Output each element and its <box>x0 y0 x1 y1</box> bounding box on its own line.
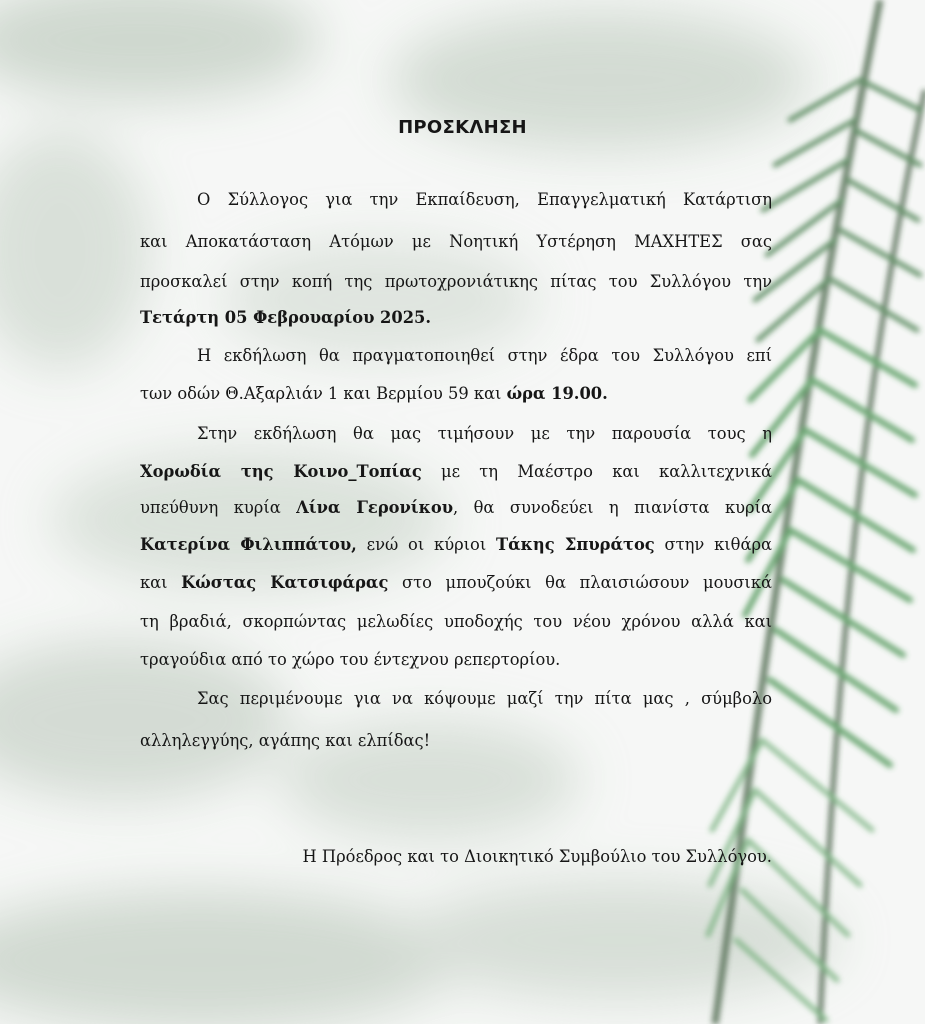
paragraph-3-line-3 <box>140 496 772 520</box>
invitation-title: ΠΡΟΣΚΛΗΣΗ <box>398 117 527 138</box>
paragraph-3-line-3-a: υπεύθυνη κυρία <box>140 498 297 517</box>
paragraph-3-line-6: τη βραδιά, σκορπώντας μελωδίες υποδοχής του νέου χρόνου αλλά και <box>140 612 772 631</box>
paragraph-1-line-2: και Αποκατάσταση Ατόμων με Νοητική Υστέρηση ΜΑΧΗΤΕΣ σας <box>140 232 772 251</box>
paragraph-3-line-5 <box>140 571 772 595</box>
paragraph-3-line-7: τραγούδια από το χώρο του έντεχνου ρεπερτορίου. <box>140 650 561 669</box>
event-time: ώρα 19.00. <box>506 384 608 403</box>
paragraph-3-line-4 <box>140 533 772 557</box>
paragraph-1-line-1: Ο Σύλλογος για την Εκπαίδευση, Επαγγελματική Κατάρτιση <box>197 190 772 209</box>
guitarist-name: Τάκης Σπυράτος <box>496 535 655 554</box>
paragraph-3-line-5-a: και <box>140 573 182 592</box>
paragraph-3-line-5-b: στο μπουζούκι θα πλαισιώσουν μουσικά <box>388 573 772 592</box>
paragraph-1-line-4 <box>140 306 772 330</box>
paragraph-3-line-2-text: με τη Μαέστρο και καλλιτεχνικά <box>421 462 772 481</box>
paragraph-3-line-3-b: , θα συνοδεύει η πιανίστα κυρία <box>453 498 772 517</box>
paragraph-2-line-1: Η εκδήλωση θα πραγματοποιηθεί στην έδρα του Συλλόγου επί <box>197 346 772 365</box>
paragraph-3-line-4-a: ενώ οι κύριοι <box>356 535 497 554</box>
choir-name: Χορωδία της Κοινο_Τοπίας <box>140 462 422 481</box>
bouzouki-player-name: Κώστας Κατσιφάρας <box>181 573 389 592</box>
event-date: Τετάρτη 05 Φεβρουαρίου 2025. <box>140 308 432 327</box>
paragraph-3-line-1: Στην εκδήλωση θα μας τιμήσουν με την παρουσία τους η <box>197 424 772 443</box>
address-text: των οδών Θ.Αξαρλιάν 1 και Βερμίου 59 και <box>140 384 507 403</box>
paragraph-4-line-1: Σας περιμένουμε για να κόψουμε μαζί την πίτα μας , σύμβολο <box>197 689 772 708</box>
paragraph-3-line-4-b: στην κιθάρα <box>654 535 773 554</box>
paragraph-4-line-2: αλληλεγγύης, αγάπης και ελπίδας! <box>140 731 431 750</box>
paragraph-1-line-3: προσκαλεί στην κοπή της πρωτοχρονιάτικης πίτας του Συλλόγου την <box>140 272 772 291</box>
paragraph-2-line-2 <box>140 382 772 406</box>
pianist-name: Κατερίνα Φιλιππάτου, <box>140 535 357 554</box>
paragraph-3-line-2 <box>140 460 772 484</box>
signature-line: Η Πρόεδρος και το Διοικητικό Συμβούλιο του Συλλόγου. <box>302 847 772 866</box>
maestro-name: Λίνα Γερονίκου <box>296 498 454 517</box>
